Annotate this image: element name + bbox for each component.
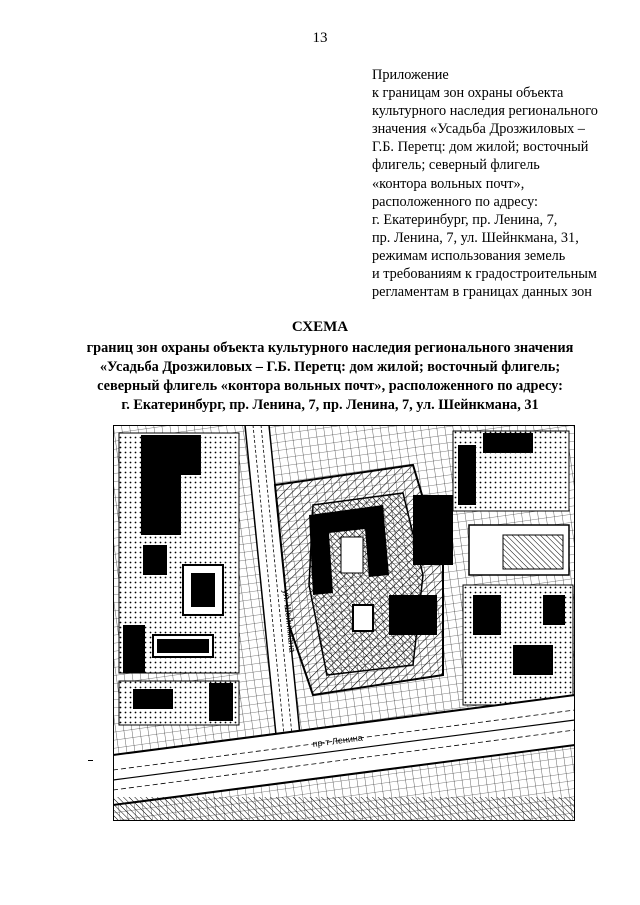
appendix-line: расположенного по адресу:	[372, 193, 539, 210]
page-number: 13	[312, 30, 328, 46]
schema-subtitle-line: «Усадьба Дрозжиловых – Г.Б. Перетц: дом жилой; восточный флигель;	[99, 359, 561, 375]
appendix-line: к границам зон охраны объекта	[372, 85, 564, 102]
appendix-line: регламентам в границах данных зон	[372, 284, 592, 301]
schema-subtitle-line: северный флигель «контора вольных почт», расположенного по адресу:	[97, 378, 563, 394]
appendix-line: флигель; северный флигель	[372, 157, 540, 174]
street-label-lenina: пр-т Ленина	[311, 732, 364, 749]
appendix-line: пр. Ленина, 7, ул. Шейнкмана, 31,	[372, 229, 579, 246]
appendix-line: «контора вольных почт»,	[372, 175, 525, 192]
zone-map-drawing	[113, 425, 575, 821]
appendix-line: Г.Б. Перетц: дом жилой; восточный	[372, 139, 589, 156]
schema-title: СХЕМА	[291, 319, 349, 335]
schema-subtitle-line: г. Екатеринбург, пр. Ленина, 7, пр. Ленина, 7, ул. Шейнкмана, 31	[121, 397, 539, 413]
appendix-line: режимам использования земель	[372, 247, 566, 264]
appendix-line: г. Екатеринбург, пр. Ленина, 7,	[372, 211, 558, 228]
left-blocks	[119, 433, 239, 725]
appendix-line: культурного наследия регионального	[372, 103, 598, 120]
appendix-line: Приложение	[372, 67, 449, 83]
appendix-note	[372, 66, 634, 301]
appendix-line: и требованиям к градостроительным	[372, 266, 597, 283]
appendix-line: значения «Усадьба Дрозжиловых –	[372, 121, 585, 138]
schema-subtitle	[60, 339, 600, 415]
map-bottom-strip	[113, 797, 575, 821]
margin-mark	[88, 760, 93, 761]
schema-subtitle-line: границ зон охраны объекта культурного наследия регионального значения	[86, 340, 574, 356]
zone-map	[113, 425, 575, 821]
